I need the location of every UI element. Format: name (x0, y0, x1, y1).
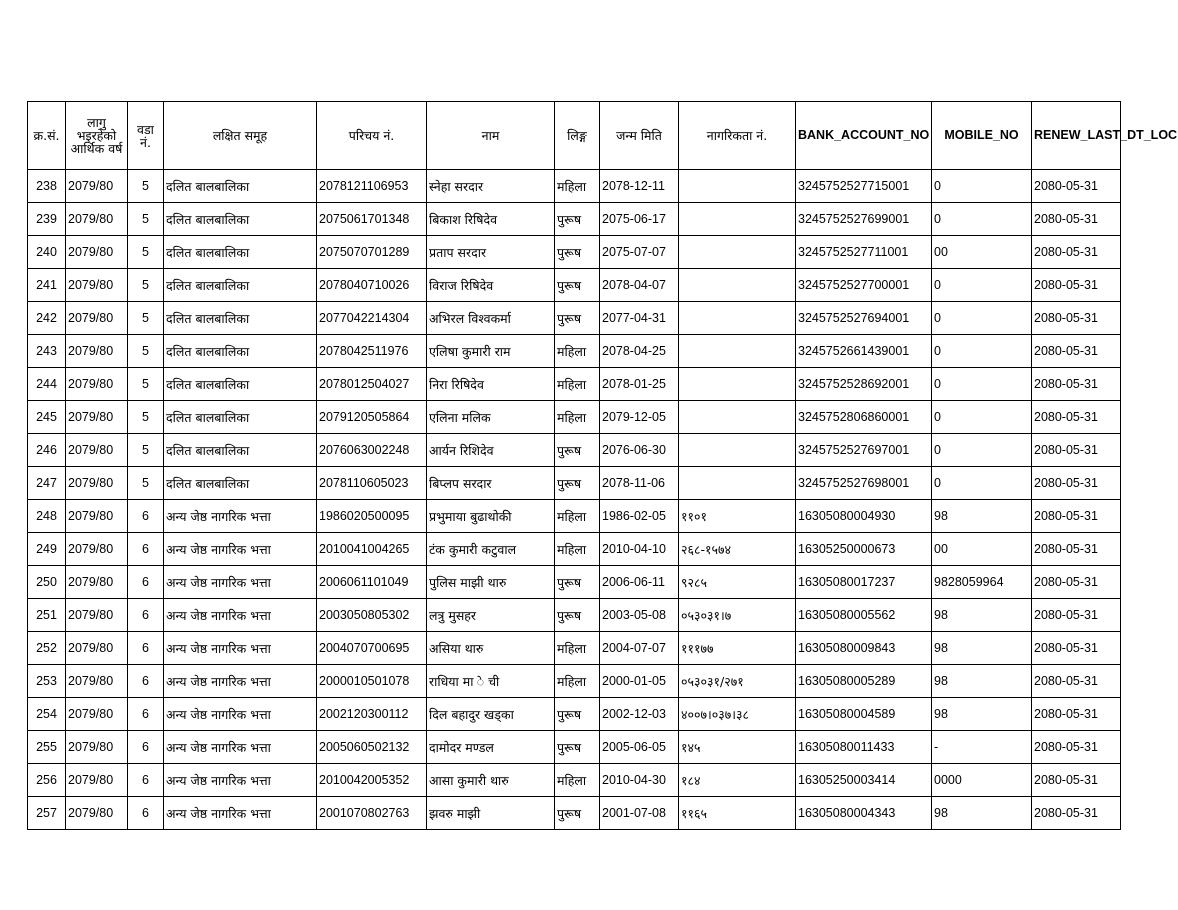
cell-name: आसा कुमारी थारु (427, 764, 555, 797)
cell-name: एलिषा कुमारी राम (427, 335, 555, 368)
cell-citizenship-no: ९२८५ (679, 566, 796, 599)
cell-serial-no: 238 (28, 170, 66, 203)
cell-serial-no: 253 (28, 665, 66, 698)
cell-name: स्नेहा सरदार (427, 170, 555, 203)
cell-id-no: 2078040710026 (317, 269, 427, 302)
cell-name: एलिना मलिक (427, 401, 555, 434)
cell-name: टंक कुमारी कटुवाल (427, 533, 555, 566)
cell-renew-last-dt-loc: 2080-05-31 (1032, 170, 1121, 203)
cell-bank-account-no: 16305250000673 (796, 533, 932, 566)
cell-bank-account-no: 16305080017237 (796, 566, 932, 599)
cell-mobile-no: 0 (932, 434, 1032, 467)
cell-ward-no: 5 (128, 335, 164, 368)
cell-birth-date: 2078-01-25 (600, 368, 679, 401)
cell-bank-account-no: 3245752527715001 (796, 170, 932, 203)
cell-bank-account-no: 3245752527711001 (796, 236, 932, 269)
cell-mobile-no: 00 (932, 533, 1032, 566)
cell-gender: महिला (555, 533, 600, 566)
cell-gender: महिला (555, 500, 600, 533)
header-mobile-no: MOBILE_NO (932, 102, 1032, 170)
cell-fiscal-year: 2079/80 (66, 467, 128, 500)
cell-gender: पुरूष (555, 599, 600, 632)
cell-renew-last-dt-loc: 2080-05-31 (1032, 302, 1121, 335)
table-header (28, 102, 1178, 170)
header-renew-last-dt-loc: RENEW_LAST_DT_LOC (1032, 102, 1121, 170)
cell-ward-no: 6 (128, 599, 164, 632)
cell-gender: पुरूष (555, 302, 600, 335)
table-row (28, 797, 1121, 830)
cell-mobile-no: 98 (932, 500, 1032, 533)
cell-id-no: 2079120505864 (317, 401, 427, 434)
cell-fiscal-year: 2079/80 (66, 533, 128, 566)
cell-ward-no: 6 (128, 797, 164, 830)
cell-mobile-no: 0 (932, 467, 1032, 500)
cell-name: निरा रिषिदेव (427, 368, 555, 401)
cell-bank-account-no: 16305080005289 (796, 665, 932, 698)
table-row (28, 203, 1121, 236)
cell-renew-last-dt-loc: 2080-05-31 (1032, 269, 1121, 302)
cell-birth-date: 2010-04-10 (600, 533, 679, 566)
cell-ward-no: 6 (128, 698, 164, 731)
table-row (28, 170, 1121, 203)
cell-fiscal-year: 2079/80 (66, 665, 128, 698)
cell-gender: पुरूष (555, 797, 600, 830)
cell-fiscal-year: 2079/80 (66, 566, 128, 599)
header-citizenship-no: नागरिकता नं. (679, 102, 796, 170)
cell-mobile-no: - (932, 731, 1032, 764)
cell-ward-no: 6 (128, 533, 164, 566)
table-row (28, 698, 1121, 731)
cell-mobile-no: 0 (932, 368, 1032, 401)
cell-birth-date: 2005-06-05 (600, 731, 679, 764)
cell-ward-no: 5 (128, 203, 164, 236)
cell-id-no: 2001070802763 (317, 797, 427, 830)
cell-target-group: दलित बालबालिका (164, 434, 317, 467)
cell-target-group: दलित बालबालिका (164, 170, 317, 203)
cell-name: बिकाश रिषिदेव (427, 203, 555, 236)
cell-gender: पुरूष (555, 467, 600, 500)
cell-name: दामोदर मण्डल (427, 731, 555, 764)
cell-gender: पुरूष (555, 566, 600, 599)
table-row (28, 500, 1121, 533)
cell-mobile-no: 0 (932, 203, 1032, 236)
cell-target-group: अन्य जेष्ठ नागरिक भत्ता (164, 698, 317, 731)
cell-mobile-no: 9828059964 (932, 566, 1032, 599)
cell-fiscal-year: 2079/80 (66, 401, 128, 434)
cell-ward-no: 5 (128, 302, 164, 335)
cell-ward-no: 6 (128, 764, 164, 797)
cell-gender: महिला (555, 368, 600, 401)
cell-renew-last-dt-loc: 2080-05-31 (1032, 665, 1121, 698)
cell-id-no: 2002120300112 (317, 698, 427, 731)
cell-citizenship-no (679, 269, 796, 302)
cell-gender: महिला (555, 170, 600, 203)
cell-renew-last-dt-loc: 2080-05-31 (1032, 467, 1121, 500)
header-name: नाम (427, 102, 555, 170)
table-row (28, 302, 1121, 335)
cell-name: अभिरल विश्वकर्मा (427, 302, 555, 335)
cell-bank-account-no: 16305250003414 (796, 764, 932, 797)
cell-name: पुलिस माझी थारु (427, 566, 555, 599)
table-row (28, 434, 1121, 467)
cell-gender: महिला (555, 401, 600, 434)
cell-renew-last-dt-loc: 2080-05-31 (1032, 533, 1121, 566)
cell-birth-date: 2078-11-06 (600, 467, 679, 500)
cell-renew-last-dt-loc: 2080-05-31 (1032, 434, 1121, 467)
cell-id-no: 2006061101049 (317, 566, 427, 599)
cell-bank-account-no: 16305080011433 (796, 731, 932, 764)
cell-ward-no: 5 (128, 434, 164, 467)
cell-target-group: अन्य जेष्ठ नागरिक भत्ता (164, 566, 317, 599)
cell-renew-last-dt-loc: 2080-05-31 (1032, 566, 1121, 599)
cell-renew-last-dt-loc: 2080-05-31 (1032, 236, 1121, 269)
cell-birth-date: 2077-04-31 (600, 302, 679, 335)
cell-ward-no: 6 (128, 632, 164, 665)
cell-serial-no: 241 (28, 269, 66, 302)
cell-renew-last-dt-loc: 2080-05-31 (1032, 698, 1121, 731)
cell-target-group: दलित बालबालिका (164, 203, 317, 236)
cell-bank-account-no: 3245752527700001 (796, 269, 932, 302)
cell-bank-account-no: 16305080009843 (796, 632, 932, 665)
cell-name: आर्यन रिशिदेव (427, 434, 555, 467)
cell-serial-no: 256 (28, 764, 66, 797)
cell-gender: महिला (555, 764, 600, 797)
cell-name: झवरु माझी (427, 797, 555, 830)
cell-target-group: अन्य जेष्ठ नागरिक भत्ता (164, 731, 317, 764)
cell-citizenship-no: १११७७ (679, 632, 796, 665)
cell-gender: पुरूष (555, 698, 600, 731)
cell-fiscal-year: 2079/80 (66, 731, 128, 764)
beneficiary-table-container (27, 101, 1178, 830)
header-birth-date: जन्म मिति (600, 102, 679, 170)
cell-name: असिया थारु (427, 632, 555, 665)
cell-citizenship-no: ०५३०३१/२७१ (679, 665, 796, 698)
cell-gender: पुरूष (555, 731, 600, 764)
cell-fiscal-year: 2079/80 (66, 269, 128, 302)
cell-mobile-no: 98 (932, 632, 1032, 665)
cell-gender: पुरूष (555, 203, 600, 236)
table-row (28, 599, 1121, 632)
cell-birth-date: 2003-05-08 (600, 599, 679, 632)
cell-citizenship-no: ११६५ (679, 797, 796, 830)
cell-renew-last-dt-loc: 2080-05-31 (1032, 368, 1121, 401)
cell-fiscal-year: 2079/80 (66, 236, 128, 269)
cell-target-group: दलित बालबालिका (164, 269, 317, 302)
cell-bank-account-no: 3245752527699001 (796, 203, 932, 236)
cell-target-group: दलित बालबालिका (164, 467, 317, 500)
cell-fiscal-year: 2079/80 (66, 170, 128, 203)
cell-bank-account-no: 16305080004589 (796, 698, 932, 731)
cell-target-group: अन्य जेष्ठ नागरिक भत्ता (164, 797, 317, 830)
cell-fiscal-year: 2079/80 (66, 203, 128, 236)
cell-fiscal-year: 2079/80 (66, 797, 128, 830)
cell-bank-account-no: 3245752527694001 (796, 302, 932, 335)
cell-id-no: 2076063002248 (317, 434, 427, 467)
cell-serial-no: 247 (28, 467, 66, 500)
cell-id-no: 1986020500095 (317, 500, 427, 533)
cell-serial-no: 255 (28, 731, 66, 764)
cell-serial-no: 252 (28, 632, 66, 665)
cell-serial-no: 254 (28, 698, 66, 731)
cell-renew-last-dt-loc: 2080-05-31 (1032, 401, 1121, 434)
cell-id-no: 2078110605023 (317, 467, 427, 500)
cell-bank-account-no: 3245752661439001 (796, 335, 932, 368)
cell-serial-no: 239 (28, 203, 66, 236)
cell-citizenship-no: १४५ (679, 731, 796, 764)
table-body (28, 170, 1121, 830)
cell-serial-no: 246 (28, 434, 66, 467)
cell-gender: महिला (555, 632, 600, 665)
cell-renew-last-dt-loc: 2080-05-31 (1032, 632, 1121, 665)
table-row (28, 467, 1121, 500)
cell-birth-date: 1986-02-05 (600, 500, 679, 533)
table-row (28, 269, 1121, 302)
cell-citizenship-no (679, 368, 796, 401)
cell-target-group: अन्य जेष्ठ नागरिक भत्ता (164, 665, 317, 698)
cell-target-group: दलित बालबालिका (164, 368, 317, 401)
cell-bank-account-no: 16305080004343 (796, 797, 932, 830)
table-row (28, 533, 1121, 566)
cell-name: दिल बहादुर खड्का (427, 698, 555, 731)
cell-citizenship-no (679, 467, 796, 500)
cell-name: प्रताप सरदार (427, 236, 555, 269)
cell-renew-last-dt-loc: 2080-05-31 (1032, 764, 1121, 797)
cell-target-group: अन्य जेष्ठ नागरिक भत्ता (164, 500, 317, 533)
cell-ward-no: 6 (128, 566, 164, 599)
cell-gender: पुरूष (555, 269, 600, 302)
cell-target-group: दलित बालबालिका (164, 302, 317, 335)
cell-fiscal-year: 2079/80 (66, 302, 128, 335)
table-row (28, 335, 1121, 368)
cell-renew-last-dt-loc: 2080-05-31 (1032, 203, 1121, 236)
cell-gender: महिला (555, 335, 600, 368)
cell-birth-date: 2075-06-17 (600, 203, 679, 236)
cell-birth-date: 2079-12-05 (600, 401, 679, 434)
header-gender: लिङ्ग (555, 102, 600, 170)
cell-birth-date: 2010-04-30 (600, 764, 679, 797)
cell-target-group: दलित बालबालिका (164, 236, 317, 269)
cell-birth-date: 2004-07-07 (600, 632, 679, 665)
table-row (28, 632, 1121, 665)
cell-citizenship-no (679, 170, 796, 203)
header-fiscal-year: लागु भइरहेको आर्थिक वर्ष (66, 102, 128, 170)
cell-name: लत्रु मुसहर (427, 599, 555, 632)
cell-renew-last-dt-loc: 2080-05-31 (1032, 797, 1121, 830)
cell-ward-no: 6 (128, 731, 164, 764)
cell-id-no: 2078121106953 (317, 170, 427, 203)
cell-bank-account-no: 16305080005562 (796, 599, 932, 632)
cell-serial-no: 251 (28, 599, 66, 632)
cell-birth-date: 2075-07-07 (600, 236, 679, 269)
table-row (28, 665, 1121, 698)
cell-citizenship-no (679, 203, 796, 236)
cell-serial-no: 250 (28, 566, 66, 599)
cell-id-no: 2075070701289 (317, 236, 427, 269)
cell-citizenship-no (679, 236, 796, 269)
cell-ward-no: 6 (128, 500, 164, 533)
cell-fiscal-year: 2079/80 (66, 434, 128, 467)
cell-id-no: 2005060502132 (317, 731, 427, 764)
cell-mobile-no: 0 (932, 401, 1032, 434)
cell-id-no: 2077042214304 (317, 302, 427, 335)
cell-id-no: 2075061701348 (317, 203, 427, 236)
cell-serial-no: 248 (28, 500, 66, 533)
cell-gender: पुरूष (555, 236, 600, 269)
cell-citizenship-no (679, 434, 796, 467)
cell-gender: पुरूष (555, 434, 600, 467)
cell-ward-no: 5 (128, 368, 164, 401)
cell-serial-no: 249 (28, 533, 66, 566)
cell-id-no: 2010042005352 (317, 764, 427, 797)
header-id-no: परिचय नं. (317, 102, 427, 170)
cell-renew-last-dt-loc: 2080-05-31 (1032, 500, 1121, 533)
cell-ward-no: 6 (128, 665, 164, 698)
cell-birth-date: 2000-01-05 (600, 665, 679, 698)
cell-birth-date: 2001-07-08 (600, 797, 679, 830)
cell-target-group: अन्य जेष्ठ नागरिक भत्ता (164, 533, 317, 566)
cell-serial-no: 245 (28, 401, 66, 434)
cell-name: प्रभुमाया बुढाथोकी (427, 500, 555, 533)
table-row (28, 566, 1121, 599)
cell-fiscal-year: 2079/80 (66, 599, 128, 632)
header-ward-no: वडा नं. (128, 102, 164, 170)
cell-mobile-no: 98 (932, 665, 1032, 698)
cell-ward-no: 5 (128, 236, 164, 269)
cell-citizenship-no: ०५३०३१।७ (679, 599, 796, 632)
cell-birth-date: 2078-04-07 (600, 269, 679, 302)
cell-citizenship-no: ४००७।०३७।३८ (679, 698, 796, 731)
cell-mobile-no: 98 (932, 698, 1032, 731)
cell-citizenship-no: ११०१ (679, 500, 796, 533)
cell-mobile-no: 0 (932, 335, 1032, 368)
cell-fiscal-year: 2079/80 (66, 764, 128, 797)
cell-id-no: 2003050805302 (317, 599, 427, 632)
cell-bank-account-no: 3245752527697001 (796, 434, 932, 467)
cell-target-group: दलित बालबालिका (164, 335, 317, 368)
cell-mobile-no: 0 (932, 269, 1032, 302)
cell-mobile-no: 98 (932, 599, 1032, 632)
cell-serial-no: 242 (28, 302, 66, 335)
cell-citizenship-no (679, 335, 796, 368)
cell-renew-last-dt-loc: 2080-05-31 (1032, 731, 1121, 764)
header-serial-no: क्र.सं. (28, 102, 66, 170)
cell-birth-date: 2076-06-30 (600, 434, 679, 467)
cell-renew-last-dt-loc: 2080-05-31 (1032, 335, 1121, 368)
cell-ward-no: 5 (128, 170, 164, 203)
cell-fiscal-year: 2079/80 (66, 368, 128, 401)
cell-ward-no: 5 (128, 401, 164, 434)
cell-mobile-no: 0 (932, 302, 1032, 335)
cell-birth-date: 2002-12-03 (600, 698, 679, 731)
cell-id-no: 2078012504027 (317, 368, 427, 401)
cell-bank-account-no: 16305080004930 (796, 500, 932, 533)
cell-bank-account-no: 3245752806860001 (796, 401, 932, 434)
cell-mobile-no: 98 (932, 797, 1032, 830)
table-row (28, 764, 1121, 797)
cell-citizenship-no: १८४ (679, 764, 796, 797)
cell-target-group: अन्य जेष्ठ नागरिक भत्ता (164, 599, 317, 632)
cell-target-group: अन्य जेष्ठ नागरिक भत्ता (164, 764, 317, 797)
beneficiary-table (27, 101, 1178, 830)
table-row (28, 401, 1121, 434)
cell-id-no: 2000010501078 (317, 665, 427, 698)
cell-serial-no: 240 (28, 236, 66, 269)
cell-mobile-no: 0 (932, 170, 1032, 203)
cell-citizenship-no (679, 401, 796, 434)
table-row (28, 368, 1121, 401)
table-row (28, 731, 1121, 764)
cell-mobile-no: 0000 (932, 764, 1032, 797)
cell-gender: महिला (555, 665, 600, 698)
cell-fiscal-year: 2079/80 (66, 698, 128, 731)
cell-target-group: दलित बालबालिका (164, 401, 317, 434)
cell-birth-date: 2006-06-11 (600, 566, 679, 599)
cell-ward-no: 5 (128, 269, 164, 302)
cell-mobile-no: 00 (932, 236, 1032, 269)
cell-citizenship-no (679, 302, 796, 335)
cell-name: राधिया मा े ची (427, 665, 555, 698)
cell-bank-account-no: 3245752527698001 (796, 467, 932, 500)
cell-fiscal-year: 2079/80 (66, 500, 128, 533)
cell-id-no: 2004070700695 (317, 632, 427, 665)
cell-name: विराज रिषिदेव (427, 269, 555, 302)
cell-citizenship-no: २६८-१५७४ (679, 533, 796, 566)
cell-id-no: 2010041004265 (317, 533, 427, 566)
cell-fiscal-year: 2079/80 (66, 632, 128, 665)
cell-ward-no: 5 (128, 467, 164, 500)
header-row (28, 102, 1121, 170)
cell-bank-account-no: 3245752528692001 (796, 368, 932, 401)
cell-name: बिप्लप सरदार (427, 467, 555, 500)
header-target-group: लक्षित समूह (164, 102, 317, 170)
cell-fiscal-year: 2079/80 (66, 335, 128, 368)
cell-id-no: 2078042511976 (317, 335, 427, 368)
cell-serial-no: 257 (28, 797, 66, 830)
cell-birth-date: 2078-12-11 (600, 170, 679, 203)
cell-birth-date: 2078-04-25 (600, 335, 679, 368)
cell-serial-no: 244 (28, 368, 66, 401)
cell-renew-last-dt-loc: 2080-05-31 (1032, 599, 1121, 632)
cell-serial-no: 243 (28, 335, 66, 368)
cell-target-group: अन्य जेष्ठ नागरिक भत्ता (164, 632, 317, 665)
header-bank-account-no: BANK_ACCOUNT_NO (796, 102, 932, 170)
table-row (28, 236, 1121, 269)
